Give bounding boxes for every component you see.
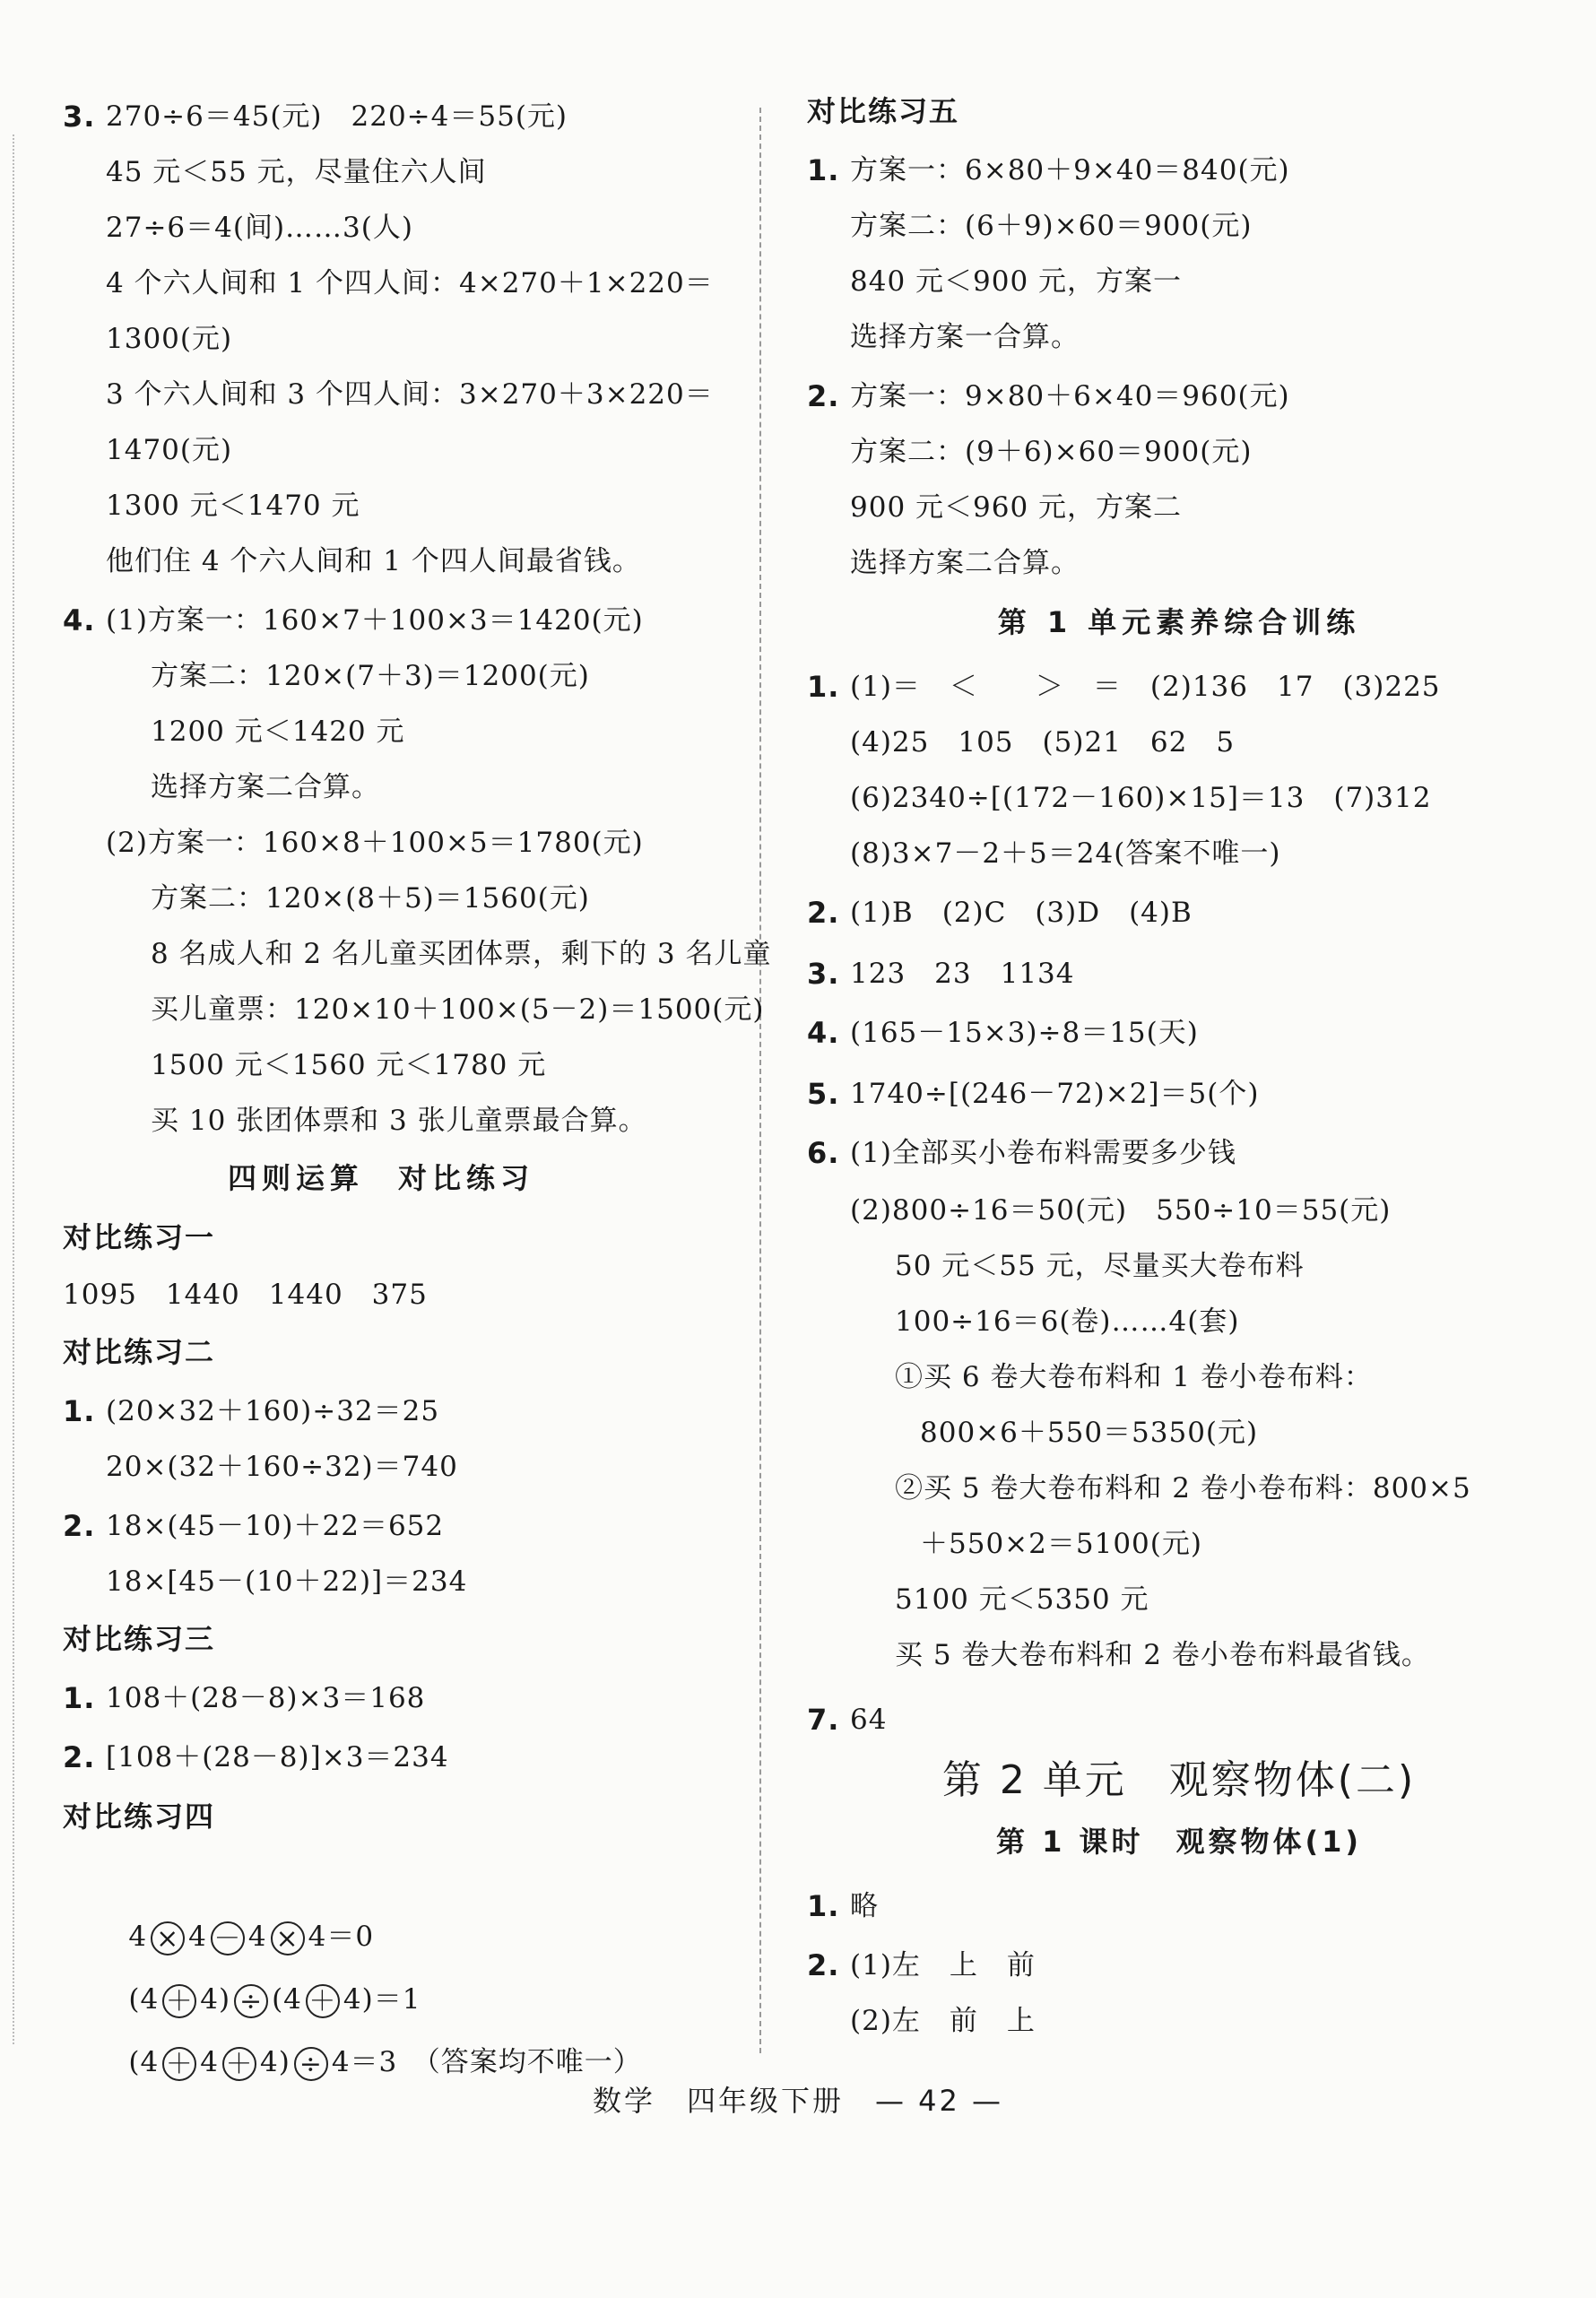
- margin-dotted-line: [13, 134, 14, 2044]
- answer-line: (4)25 105 (5)21 62 5: [850, 726, 1236, 759]
- answer-line: 123 23 1134: [850, 958, 1075, 990]
- answer-line: ②买 5 卷大卷布料和 2 卷小卷布料：800×5: [895, 1472, 1471, 1505]
- answer-line: [108＋(28－8)]×3＝234: [106, 1741, 449, 1773]
- answer-line: 64: [850, 1704, 888, 1736]
- question-number: 1.: [807, 153, 840, 187]
- question-number: 3.: [807, 957, 840, 991]
- answer-line: 1300 元＜1470 元: [106, 490, 360, 522]
- answer-line: (6)2340÷[(172－160)×15]＝13 (7)312: [850, 782, 1432, 814]
- answer-line: 4 个六人间和 1 个四人间：4×270＋1×220＝: [106, 267, 714, 299]
- question-number: 1.: [63, 1681, 96, 1715]
- answer-line: (8)3×7－2＋5＝24(答案不唯一): [850, 837, 1281, 870]
- operator-circle: ＋: [162, 1984, 196, 2018]
- answer-line: 方案二：120×(7＋3)＝1200(元): [151, 660, 590, 692]
- answer-line: (2)800÷16＝50(元) 550÷10＝55(元): [850, 1194, 1392, 1227]
- section-heading: 对比练习一: [63, 1220, 216, 1254]
- answer-line: 买 10 张团体票和 3 张儿童票最合算。: [151, 1105, 647, 1137]
- answer-line: 选择方案一合算。: [850, 321, 1080, 353]
- operator-circle: ＋: [306, 1984, 340, 2018]
- answer-line: 100÷16＝6(卷)……4(套): [895, 1305, 1240, 1338]
- operator-row-3: (4 ＋ 4 ＋ 4) ÷ 4＝3 （答案均不唯一）: [128, 2046, 642, 2080]
- section-heading: 对比练习五: [807, 94, 960, 128]
- question-number: 4.: [807, 1016, 840, 1050]
- question-number: 2.: [63, 1509, 96, 1543]
- question-number: 1.: [807, 670, 840, 704]
- answer-line: 方案一：6×80＋9×40＝840(元): [850, 154, 1290, 186]
- question-number: 4.: [63, 603, 96, 637]
- section-heading: 对比练习四: [63, 1799, 216, 1834]
- page-footer: 数学 四年级下册 — 42 —: [592, 2084, 1004, 2118]
- answer-line: 800×6＋550＝5350(元): [920, 1417, 1259, 1449]
- answer-line: 方案一：9×80＋6×40＝960(元): [850, 380, 1290, 412]
- answer-line: ①买 6 卷大卷布料和 1 卷小卷布料：: [895, 1361, 1373, 1393]
- question-number: 2.: [807, 379, 840, 413]
- answer-line: 1470(元): [106, 434, 233, 466]
- operator-circle: ×: [151, 1921, 185, 1955]
- answer-line: (1)左 上 前: [850, 1949, 1036, 1981]
- answer-line: 270÷6＝45(元) 220÷4＝55(元): [106, 100, 568, 133]
- answer-line: ＋550×2＝5100(元): [920, 1528, 1202, 1560]
- answer-line: (1)＝ ＜ ＞ ＝ (2)136 17 (3)225: [850, 671, 1441, 703]
- answer-line: (20×32＋160)÷32＝25: [106, 1395, 440, 1427]
- question-number: 2.: [63, 1740, 96, 1774]
- answer-line: 买儿童票：120×10＋100×(5－2)＝1500(元): [151, 993, 765, 1026]
- section-heading: 对比练习三: [63, 1622, 216, 1656]
- answer-line: 18×[45－(10＋22)]＝234: [106, 1565, 468, 1598]
- operator-circle: ＋: [162, 2047, 196, 2081]
- question-number: 2.: [807, 896, 840, 930]
- section-title: 第 1 课时 观察物体(1): [995, 1825, 1363, 1859]
- answer-note: （答案均不唯一）: [426, 2046, 642, 2078]
- answer-line: (1)B (2)C (3)D (4)B: [850, 897, 1193, 929]
- operator-circle: ×: [271, 1921, 305, 1955]
- answer-line: 45 元＜55 元，尽量住六人间: [106, 156, 487, 188]
- question-number: 5.: [807, 1077, 840, 1111]
- answer-line: 8 名成人和 2 名儿童买团体票，剩下的 3 名儿童: [151, 938, 772, 970]
- answer-line: 1740÷[(246－72)×2]＝5(个): [850, 1078, 1260, 1110]
- question-number: 1.: [63, 1394, 96, 1428]
- answer-line: 1300(元): [106, 323, 233, 355]
- answer-line: 方案二：120×(8＋5)＝1560(元): [151, 882, 590, 915]
- operator-circle: ÷: [294, 2047, 328, 2081]
- answer-line: (2)左 前 上: [850, 2005, 1036, 2037]
- operator-row-1: 4 × 4 － 4 × 4＝0: [128, 1921, 375, 1955]
- operator-circle: ÷: [234, 1984, 268, 2018]
- question-number: 7.: [807, 1703, 840, 1737]
- answer-line: 18×(45－10)＋22＝652: [106, 1510, 445, 1542]
- answer-line: (1)全部买小卷布料需要多少钱: [850, 1137, 1236, 1169]
- answer-line: 选择方案二合算。: [151, 771, 380, 803]
- section-title: 四则运算 对比练习: [227, 1161, 534, 1195]
- answer-line: 840 元＜900 元，方案一: [850, 265, 1183, 298]
- answer-line: 略: [850, 1890, 879, 1922]
- answer-line: 方案二：(9＋6)×60＝900(元): [850, 436, 1253, 468]
- answer-line: 108＋(28－8)×3＝168: [106, 1682, 426, 1714]
- section-heading: 对比练习二: [63, 1335, 216, 1369]
- question-number: 6.: [807, 1136, 840, 1170]
- operator-row-2: (4 ＋ 4) ÷ (4 ＋ 4)＝1: [128, 1983, 421, 2017]
- answer-line: 方案二：(6＋9)×60＝900(元): [850, 210, 1253, 242]
- question-number: 2.: [807, 1948, 840, 1982]
- operator-circle: －: [211, 1921, 245, 1955]
- answer-line: 5100 元＜5350 元: [895, 1583, 1149, 1616]
- answer-line: 买 5 卷大卷布料和 2 卷小卷布料最省钱。: [895, 1639, 1430, 1671]
- answer-line: 选择方案二合算。: [850, 547, 1080, 579]
- answer-line: 50 元＜55 元，尽量买大卷布料: [895, 1250, 1305, 1282]
- answer-line: (165－15×3)÷8＝15(天): [850, 1017, 1199, 1049]
- answer-line: (1)方案一：160×7＋100×3＝1420(元): [106, 604, 644, 637]
- operator-circle: ＋: [222, 2047, 256, 2081]
- answer-line: 3 个六人间和 3 个四人间：3×270＋3×220＝: [106, 378, 714, 411]
- answer-line: (2)方案一：160×8＋100×5＝1780(元): [106, 827, 644, 859]
- column-divider: [759, 108, 761, 2053]
- question-number: 3.: [63, 100, 96, 134]
- answer-line: 他们住 4 个六人间和 1 个四人间最省钱。: [106, 545, 641, 577]
- section-title: 第 1 单元素养综合训练: [997, 605, 1361, 639]
- unit-title: 第 2 单元 观察物体(二): [941, 1757, 1417, 1803]
- answer-line: 1500 元＜1560 元＜1780 元: [151, 1049, 547, 1081]
- answer-line: 1200 元＜1420 元: [151, 715, 405, 748]
- question-number: 1.: [807, 1889, 840, 1923]
- answer-line: 1095 1440 1440 375: [63, 1279, 428, 1311]
- answer-line: 27÷6＝4(间)……3(人): [106, 212, 413, 244]
- answer-line: 900 元＜960 元，方案二: [850, 491, 1183, 524]
- answer-line: 20×(32＋160÷32)＝740: [106, 1451, 458, 1483]
